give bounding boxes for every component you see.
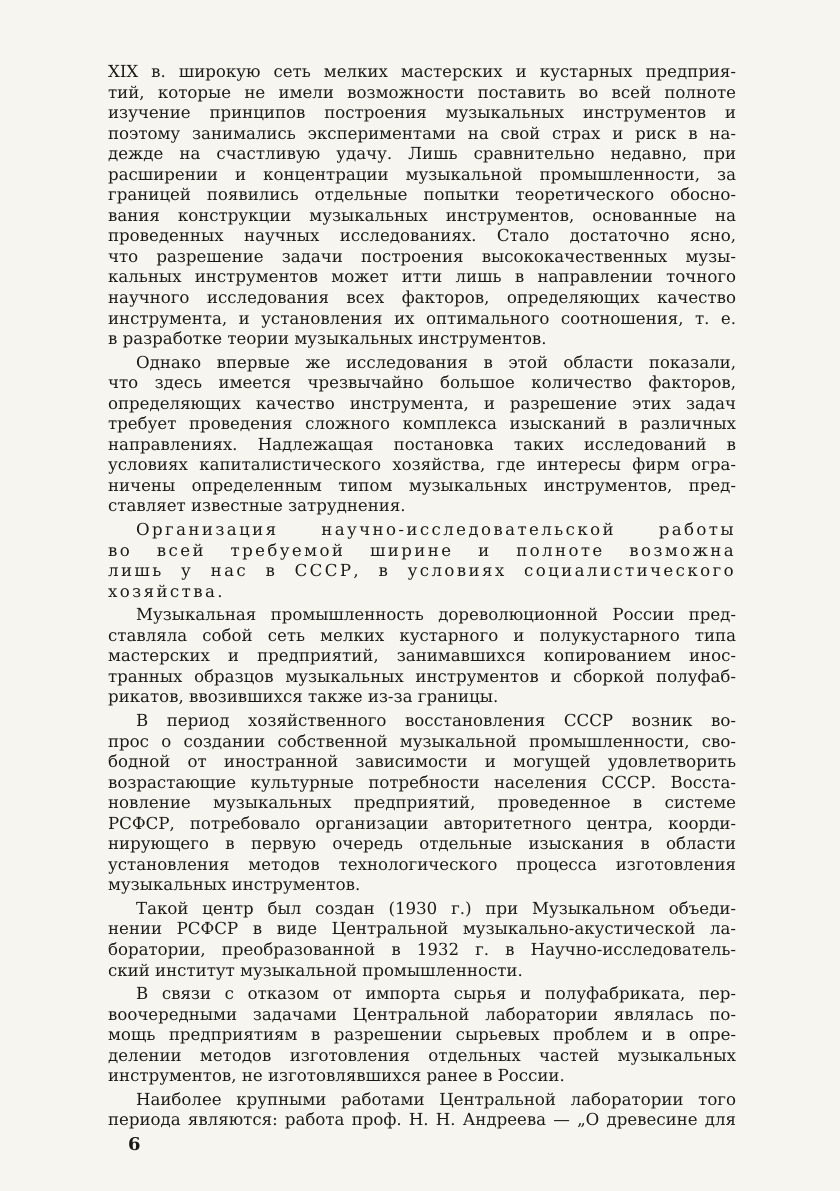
text-line: дежде на счастливую удачу. Лишь сравнительно недавно, при (108, 144, 736, 164)
text-line: Однако впервые же исследования в этой области показали, (136, 352, 736, 372)
text-line: возрастающие культурные потребности населения СССР. Восста- (108, 772, 736, 792)
text-line: мощь предприятиям в разрешении сырьевых проблем и в опре- (108, 1025, 736, 1045)
text-line: XIX в. широкую сеть мелких мастерских и кустарных предприя- (108, 62, 736, 81)
text-line: ский институт музыкальной промышленности. (108, 960, 523, 980)
text-line: инструмента, и установления их оптимального соотношения, т. е. (108, 308, 736, 328)
text-line: ничены определенным типом музыкальных инструментов, пред- (108, 475, 736, 495)
text-line: установления методов технологического процесса изготовления (108, 854, 736, 874)
text-line: лишь у нас в СССР, в условиях социалистического (108, 561, 736, 581)
text-line: научного исследования всех факторов, определяющих качество (108, 288, 736, 308)
text-line: делении методов изготовления отдельных частей музыкальных (108, 1045, 736, 1065)
text-line: что разрешение задачи построения высококачественных музы- (108, 246, 736, 266)
text-line: транных образцов музыкальных инструментов и сборкой полуфаб- (108, 666, 736, 686)
text-line: направлениях. Надлежащая постановка таких исследований в (108, 434, 736, 454)
text-line: нении РСФСР в виде Центральной музыкально-акустической ла- (108, 919, 736, 939)
text-line: Наиболее крупными работами Центральной лаборатории того (136, 1089, 736, 1109)
text-line: требует проведения сложного комплекса изысканий в различных (108, 414, 736, 434)
text-line: вания конструкции музыкальных инструментов, основанные на (108, 205, 736, 225)
text-line: новление музыкальных предприятий, проведенное в системе (108, 793, 736, 813)
text-line: инструментов, не изготовлявшихся ранее в России. (108, 1066, 565, 1086)
text-line: прос о создании собственной музыкальной промышленности, сво- (108, 731, 736, 751)
text-line: ставляла собой сеть мелких кустарного и полукустарного типа (108, 625, 736, 645)
text-line: поэтому занимались экспериментами на свой страх и риск в на- (108, 123, 736, 143)
text-line: во всей требуемой ширине и полноте возможна (108, 540, 736, 560)
text-line: боратории, преобразованной в 1932 г. в Научно-исследователь- (108, 939, 736, 959)
text-line: что здесь имеется чрезвычайно большое количество факторов, (108, 373, 736, 393)
text-line: нирующего в первую очередь отдельные изыскания в области (108, 834, 736, 854)
text-line: Музыкальная промышленность дореволюционной России пред- (136, 605, 736, 625)
text-line: кальных инструментов может итти лишь в направлении точного (108, 267, 736, 287)
text-line: мастерских и предприятий, занимавшихся копированием инос- (108, 646, 736, 666)
text-line: условиях капиталистического хозяйства, где интересы фирм огра- (108, 455, 736, 475)
text-line: проведенных научных исследованиях. Стало достаточно ясно, (108, 226, 736, 246)
text-line: в разработке теории музыкальных инструментов. (108, 329, 547, 349)
text-line: хозяйства. (108, 581, 225, 601)
text-line: музыкальных инструментов. (108, 875, 361, 895)
text-line: расширении и концентрации музыкальной промышленности, за (108, 164, 736, 184)
text-line: В связи с отказом от импорта сырья и полуфабриката, пер- (136, 984, 736, 1004)
text-line: определяющих качество инструмента, и разрешение этих задач (108, 393, 736, 413)
text-line: РСФСР, потребовало организации авторитетного центра, коорди- (108, 813, 736, 833)
text-line: воочередными задачами Центральной лаборатории являлась по- (108, 1004, 736, 1024)
text-line: рикатов, ввозившихся также из-за границы. (108, 687, 499, 707)
text-line: Такой центр был создан (1930 г.) при Музыкальном объеди- (136, 898, 736, 918)
text-line: Организация научно-исследовательской работы (136, 520, 736, 540)
text-line: тий, которые не имели возможности поставить во всей полноте (108, 82, 736, 102)
page-number: 6 (128, 1134, 141, 1155)
body-text (108, 62, 736, 1131)
text-line: границей появились отдельные попытки теоретического обосно- (108, 185, 736, 205)
text-line: бодной от иностранной зависимости и могущей удовлетворить (108, 752, 736, 772)
text-line: изучение принципов построения музыкальных инструментов и (108, 103, 736, 123)
text-line: ставляет известные затруднения. (108, 496, 406, 516)
text-line: периода являются: работа проф. Н. Н. Андреева — „О древесине для (108, 1110, 736, 1130)
text-line: В период хозяйственного восстановления СССР возник во- (136, 710, 736, 730)
